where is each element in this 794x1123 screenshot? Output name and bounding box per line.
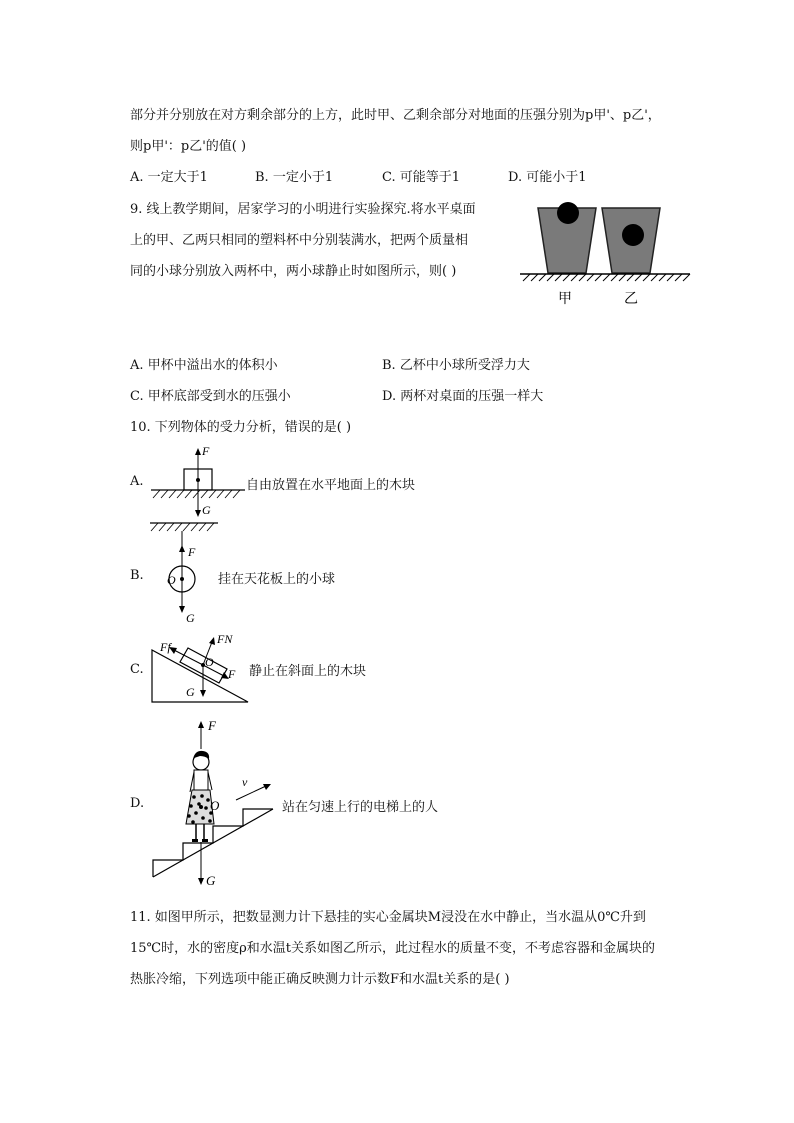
ball-jia (557, 202, 579, 224)
q9-option-c: C. 甲杯底部受到水的压强小 (130, 389, 291, 404)
person-figure (186, 751, 214, 842)
q9-option-d: D. 两杯对桌面的压强一样大 (382, 389, 544, 404)
q8-option-a: A. 一定大于1 (130, 170, 208, 185)
arrow-up-icon (179, 545, 185, 552)
velocity-v-label: v (242, 775, 248, 789)
force-f-label: F (208, 718, 216, 733)
arrow-down-icon (200, 690, 206, 697)
arrow-normal-icon (209, 637, 215, 645)
q8-stem-line1: 部分并分别放在对方剩余部分的上方，此时甲、乙剩余部分对地面的压强分别为p甲'、p乙'， (130, 108, 661, 123)
q8-option-d: D. 可能小于1 (508, 170, 587, 185)
q10-option-c-desc: 静止在斜面上的木块 (249, 664, 367, 679)
q10-figure-d (148, 712, 283, 892)
force-g-label: G (186, 685, 195, 699)
q8-option-b: B. 一定小于1 (255, 170, 334, 185)
q10-figure-a (148, 440, 248, 520)
q9-stem-line1: 9. 线上教学期间，居家学习的小明进行实验探究.将水平桌面 (130, 202, 476, 217)
q10-option-b-letter: B. (130, 568, 144, 583)
force-g-label: G (186, 611, 195, 625)
arrow-down-icon (198, 878, 204, 885)
q9-option-b: B. 乙杯中小球所受浮力大 (382, 358, 530, 373)
q9-option-a: A. 甲杯中溢出水的体积小 (130, 358, 278, 373)
q11-stem-line2: 15℃时，水的密度ρ和水温t关系如图乙所示，此过程水的质量不变，不考虑容器和金属块的 (130, 941, 655, 956)
q10-option-d-letter: D. (130, 796, 145, 811)
q10-option-d-desc: 站在匀速上行的电梯上的人 (282, 800, 439, 815)
center-o-label: O (205, 655, 214, 669)
arrow-down-icon (179, 606, 185, 613)
force-f-label: F (202, 444, 210, 458)
ball-yi (622, 224, 644, 246)
q8-option-c: C. 可能等于1 (382, 170, 461, 185)
force-g-label: G (202, 503, 211, 517)
arrow-up-icon (195, 448, 201, 455)
q11-stem-line1: 11. 如图甲所示，把数显测力计下悬挂的实心金属块M浸没在水中静止，当水温从0℃升到 (130, 910, 646, 925)
force-g-label: G (206, 873, 216, 888)
center-o-label: O (210, 798, 220, 813)
arrow-down-icon (195, 510, 201, 517)
q9-cups-figure (515, 195, 695, 310)
force-f-label: F (228, 667, 236, 681)
q10-figure-b (148, 518, 228, 628)
q10-option-a-letter: A. (130, 474, 144, 489)
q9-stem-line3: 同的小球分别放入两杯中，两小球静止时如图所示，则( ) (130, 264, 457, 279)
center-o-label: O (167, 573, 176, 587)
arrow-up-icon (198, 721, 204, 728)
q11-stem-line3: 热胀冷缩，下列选项中能正确反映测力计示数F和水温t关系的是( ) (130, 972, 510, 987)
q10-stem: 10. 下列物体的受力分析，错误的是( ) (130, 420, 352, 435)
force-ff-label: Ff (160, 640, 171, 654)
cup-label-yi: 乙 (624, 292, 638, 307)
force-f-label: F (188, 545, 196, 559)
cup-label-jia: 甲 (558, 292, 572, 307)
q10-figure-c (148, 628, 253, 708)
q8-stem-line2: 则p甲'：p乙'的值( ) (130, 139, 247, 154)
q9-stem-line2: 上的甲、乙两只相同的塑料杯中分别装满水，把两个质量相 (130, 233, 469, 248)
table-hatch (523, 274, 690, 281)
q10-option-c-letter: C. (130, 662, 144, 677)
q10-option-b-desc: 挂在天花板上的小球 (218, 572, 336, 587)
q10-option-a-desc: 自由放置在水平地面上的木块 (246, 478, 416, 493)
force-fn-label: FN (217, 632, 233, 646)
